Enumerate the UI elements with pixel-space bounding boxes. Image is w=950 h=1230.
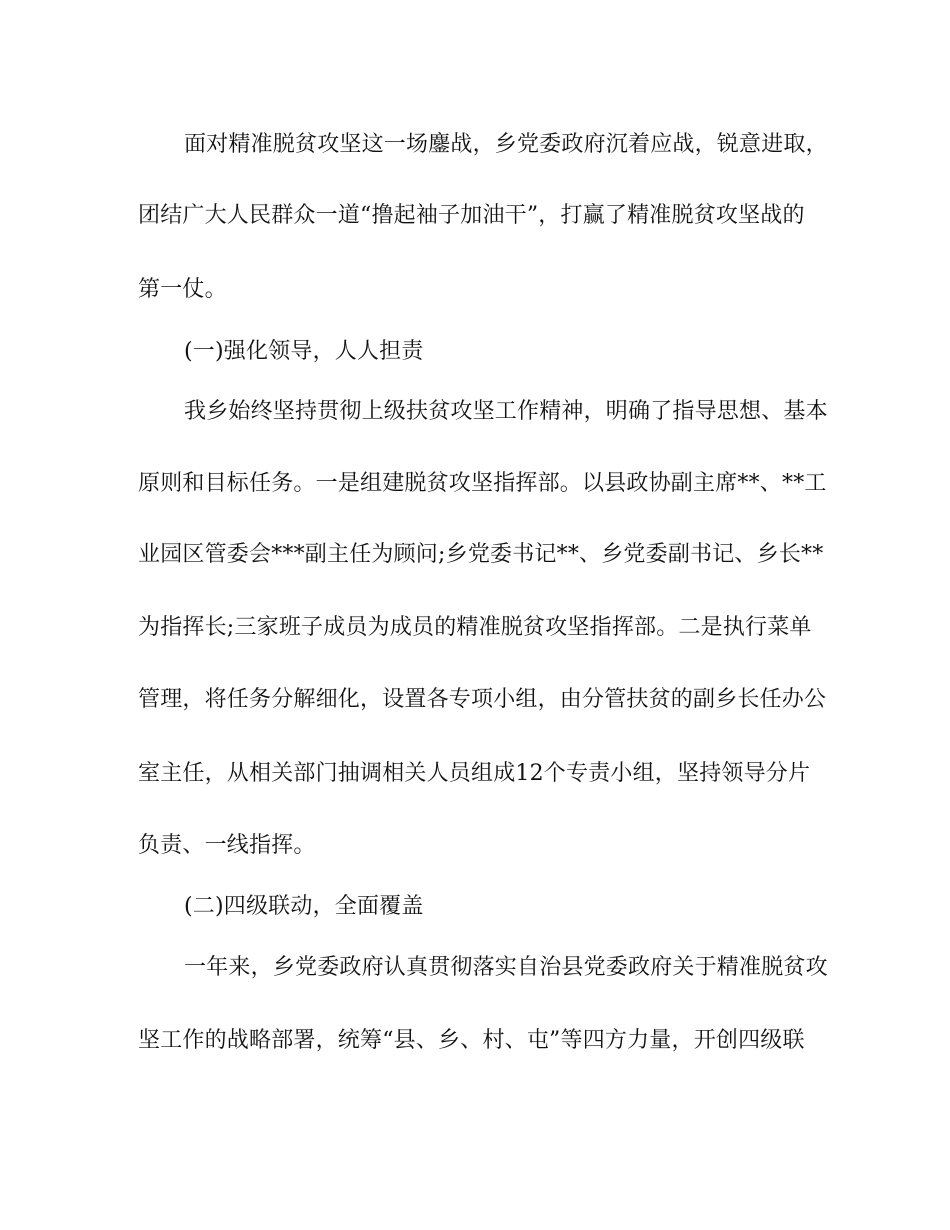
paragraph-2-line-4: 为指挥长;三家班子成员为成员的精准脱贫攻坚指挥部。二是执行菜单 bbox=[138, 615, 812, 640]
paragraph-1-line-3: 第一仗。 bbox=[138, 277, 227, 302]
paragraph-3-line-1: 一年来，乡党委政府认真贯彻落实自治县党委政府关于精准脱贫攻 bbox=[184, 955, 828, 980]
paragraph-2-line-2: 原则和目标任务。一是组建脱贫攻坚指挥部。以县政协副主席**、**工 bbox=[138, 471, 827, 496]
paragraph-2-line-5: 管理，将任务分解细化，设置各专项小组，由分管扶贫的副乡长任办公 bbox=[138, 687, 827, 712]
paragraph-2-line-3: 业园区管委会***副主任为顾问;乡党委书记**、乡党委副书记、乡长** bbox=[138, 542, 824, 567]
paragraph-2-line-1: 我乡始终坚持贯彻上级扶贫攻坚工作精神，明确了指导思想、基本 bbox=[184, 399, 828, 424]
section-heading-1: (一)强化领导，人人担责 bbox=[184, 339, 424, 364]
paragraph-2-line-6: 室主任，从相关部门抽调相关人员组成12个专责小组，坚持领导分片 bbox=[138, 761, 811, 786]
paragraph-2-line-7: 负责、一线指挥。 bbox=[138, 833, 316, 858]
section-heading-2: (二)四级联动，全面覆盖 bbox=[184, 894, 424, 919]
paragraph-1-line-2: 团结广大人民群众一道“撸起袖子加油干”，打赢了精准脱贫攻坚战的 bbox=[138, 203, 805, 228]
paragraph-1-line-1: 面对精准脱贫攻坚这一场鏖战，乡党委政府沉着应战，锐意进取， bbox=[184, 132, 828, 157]
paragraph-3-line-2: 坚工作的战略部署，统筹“县、乡、村、屯”等四方力量，开创四级联 bbox=[138, 1028, 805, 1053]
